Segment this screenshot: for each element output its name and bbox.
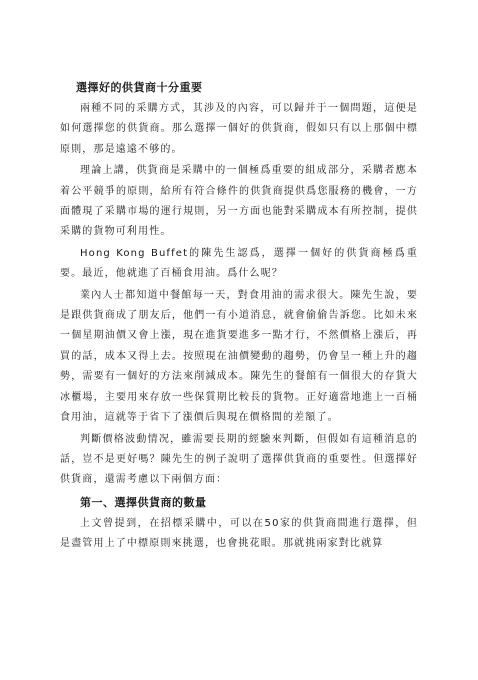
section-heading: 第一、選擇供貨商的數量	[80, 495, 207, 509]
paragraph-4: 業內人士都知道中餐館每一天，對食用油的需求很大。陳先生說，要是跟供貨商成了朋友后，他們一有小道消息，就會偷偷告訴您。比如未來一個星期油價又會上漲，現在進貨要進多一點才行，不然價格上漲后，再買的話，成本又得上去。按照現在油價變動的趨勢，仍會呈一種上升的趨勢，需要有一個好的方法來削減成本。陳先生的餐館有一個很大的存貨大冰櫃場，主要用來存放一些保質期比較長的貨物。正好適當地進上一百桶食用油，這就等于省下了漲價后與現在價格間的差額了。	[60, 289, 418, 424]
document-title: 選擇好的供貨商十分重要	[76, 81, 203, 94]
paragraph-1: 兩種不同的采購方式，其涉及的內容，可以歸并于一個問題，這便是如何選擇您的供貨商。那么選擇一個好的供貨商，假如只有以上那個中標原則，那是遠遠不够的。	[60, 103, 418, 155]
paragraph-5: 判斷價格波動情况，雖需要長期的經驗來判斷，但假如有這種消息的話，豈不是更好嗎？陳先生的例子說明了選擇供貨商的重要性。但選擇好供貨商，還需考慮以下兩個方面：	[60, 433, 418, 486]
paragraph-3: Hong Kong Buffet的陳先生認爲，選擇一個好的供貨商極爲重要。最近，他就進了百桶食用油。爲什么呢？	[60, 247, 418, 280]
section-paragraph: 上文曾提到，在招標采購中，可以在50家的供貨商間進行選擇，但是盡管用上了中標原則來挑選，也會挑花眼。那就挑兩家對比就算	[60, 517, 418, 550]
paragraph-2: 理論上講，供貨商是采購中的一個極爲重要的組成部分，采購者應本着公平競爭的原則，給所有符合條件的供貨商提供爲您服務的機會，一方面體現了采購市場的運行規則，另一方面也能對采購成本有所控制，提供采購的貨物可利用性。	[60, 165, 418, 238]
